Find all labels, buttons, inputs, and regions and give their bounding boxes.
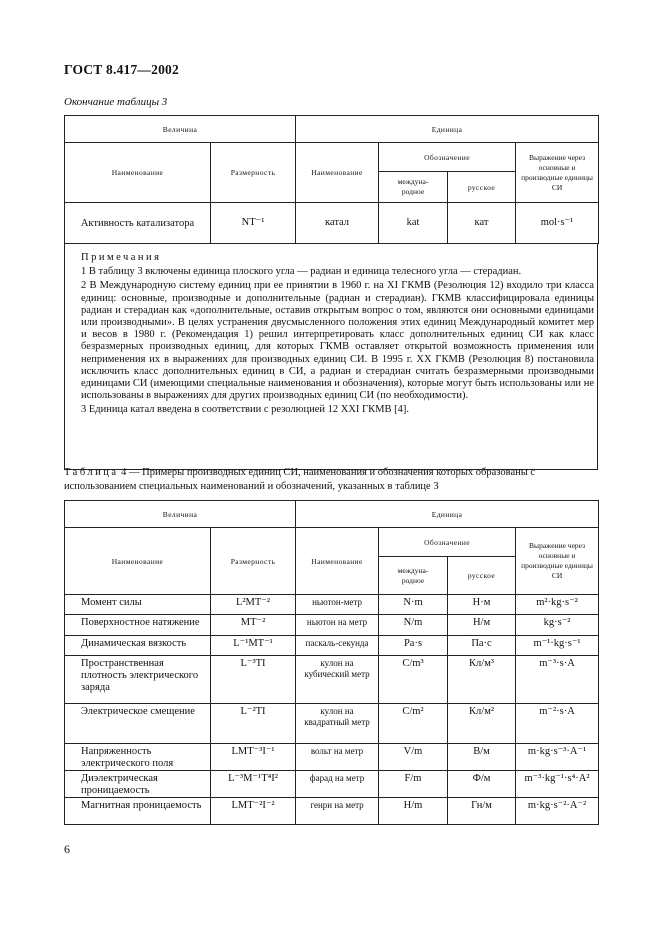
row-russian: кат <box>448 203 516 244</box>
table-row <box>65 615 599 636</box>
header-international: междуна- родное <box>379 557 448 595</box>
table-row <box>65 595 599 615</box>
row-dimension: NT⁻¹ <box>211 203 296 244</box>
header-dimension: Размерность <box>211 528 296 595</box>
table-row <box>65 744 599 771</box>
row-dimension: L⁻²TI <box>211 704 296 744</box>
row-international: N·m <box>379 595 448 615</box>
row-name: Поверхностное натяжение <box>65 615 211 636</box>
row-dimension: L²MT⁻² <box>211 595 296 615</box>
row-international: C/m³ <box>379 656 448 704</box>
row-dimension: LMT⁻²I⁻² <box>211 798 296 825</box>
table-row <box>65 636 599 656</box>
header-designation: Обозначение <box>379 528 516 557</box>
row-name: Напряженность электрического поля <box>65 744 211 771</box>
row-russian: Ф/м <box>448 771 516 798</box>
row-international: Pa·s <box>379 636 448 656</box>
row-russian: Кл/м² <box>448 704 516 744</box>
row-name: Магнитная проницаемость <box>65 798 211 825</box>
row-unit-name: ньютон на метр <box>296 615 379 636</box>
row-russian: Н·м <box>448 595 516 615</box>
row-name: Диэлектрическая проницаемость <box>65 771 211 798</box>
row-unit-name: ньютон-метр <box>296 595 379 615</box>
header-international: междуна- родное <box>379 172 448 203</box>
row-international: C/m² <box>379 704 448 744</box>
header-designation: Обозначение <box>379 143 516 172</box>
header-quantity: Величина <box>65 116 296 143</box>
row-dimension: LMT⁻³I⁻¹ <box>211 744 296 771</box>
row-international: F/m <box>379 771 448 798</box>
row-international: H/m <box>379 798 448 825</box>
header-unit: Единица <box>296 501 599 528</box>
row-dimension: L⁻¹MT⁻¹ <box>211 636 296 656</box>
row-unit-name: вольт на метр <box>296 744 379 771</box>
row-russian: Па·с <box>448 636 516 656</box>
row-unit-name: катал <box>296 203 379 244</box>
table4-caption-text: 4 — Примеры производных единиц СИ, наименования и обозначения которых образованы с использованием специальных наименований и обозначений, указанных в таблице 3 <box>64 467 536 492</box>
page-number: 6 <box>64 842 70 856</box>
table4-body <box>65 595 599 825</box>
header-unit-name: Наименование <box>296 143 379 203</box>
table4-caption <box>64 466 598 493</box>
row-expression: m⁻¹·kg·s⁻¹ <box>516 636 599 656</box>
row-russian: Н/м <box>448 615 516 636</box>
row-expression: mol·s⁻¹ <box>516 203 599 244</box>
header-quantity: Величина <box>65 501 296 528</box>
row-name: Динамическая вязкость <box>65 636 211 656</box>
header-name: Наименование <box>65 143 211 203</box>
row-unit-name: фарад на метр <box>296 771 379 798</box>
table3-continuation: Окончание таблицы 3 <box>64 96 168 108</box>
row-russian: Кл/м³ <box>448 656 516 704</box>
row-international: kat <box>379 203 448 244</box>
row-expression: m·kg·s⁻²·A⁻² <box>516 798 599 825</box>
row-dimension: L⁻³M⁻¹T⁴I² <box>211 771 296 798</box>
row-international: V/m <box>379 744 448 771</box>
row-name: Момент силы <box>65 595 211 615</box>
table-row <box>65 704 599 744</box>
header-unit: Единица <box>296 116 599 143</box>
row-name: Активность катализатора <box>65 203 211 244</box>
row-expression: m⁻³·kg⁻¹·s⁴·A² <box>516 771 599 798</box>
table3 <box>64 115 599 244</box>
notes-title: Примечания <box>81 252 162 263</box>
header-name: Наименование <box>65 528 211 595</box>
header-dimension: Размерность <box>211 143 296 203</box>
page-header: ГОСТ 8.417—2002 <box>64 62 179 77</box>
header-unit-name: Наименование <box>296 528 379 595</box>
header-expression: Выражение через основные и производные единицы СИ <box>516 143 599 203</box>
row-unit-name: кулон на кубический метр <box>296 656 379 704</box>
row-name: Электрическое смещение <box>65 704 211 744</box>
header-russian: русское <box>448 172 516 203</box>
table4-caption-label: Таблица <box>64 467 119 478</box>
row-expression: m⁻³·s·A <box>516 656 599 704</box>
header-expression: Выражение через основные и производные единицы СИ <box>516 528 599 595</box>
row-expression: kg·s⁻² <box>516 615 599 636</box>
row-expression: m·kg·s⁻³·A⁻¹ <box>516 744 599 771</box>
note-1: 1 В таблицу 3 включены единица плоского угла — радиан и единица телесного угла — стерадиан. <box>81 266 522 278</box>
row-unit-name: генри на метр <box>296 798 379 825</box>
table3-notes <box>64 244 598 470</box>
row-international: N/m <box>379 615 448 636</box>
row-dimension: MT⁻² <box>211 615 296 636</box>
row-dimension: L⁻³TI <box>211 656 296 704</box>
row-unit-name: кулон на квадратный метр <box>296 704 379 744</box>
row-unit-name: паскаль-секунда <box>296 636 379 656</box>
row-name: Пространственная плотность электрического заряда <box>65 656 211 704</box>
row-russian: Гн/м <box>448 798 516 825</box>
row-expression: m⁻²·s·A <box>516 704 599 744</box>
note-3: 3 Единица катал введена в соответствии с резолюцией 12 XXI ГКМВ [4]. <box>81 404 409 416</box>
row-russian: В/м <box>448 744 516 771</box>
row-expression: m²·kg·s⁻² <box>516 595 599 615</box>
note-2: 2 В Международную систему единиц при ее принятии в 1960 г. на XI ГКМВ (Резолюция 12) входило три класса единиц: основные, производные и дополнительные (радиан и стерадиан). ГКМВ классифицировала единицы радиан и стерадиан как «дополнительные, оставив открытым вопрос о том, являются они основными единицами или производными». В целях устранения двусмысленного положения этих единиц Международный комитет мер и весов в 1980 г. (Рекомендация 1) решил интерпретировать класс дополнительных единиц СИ как класс безразмерных производных единиц, для которых ГКМВ оставляет открытой возможность применения или неприменения их в выражениях для производных единиц СИ. В 1995 г. XX ГКМВ (Резолюция 8) постановила исключить класс дополнительных единиц в СИ, а радиан и стерадиан считать безразмерными производными единицами СИ (имеющими специальные наименования и обозначения), которые могут быть использованы или не использованы в выражениях для других производных единиц СИ (по необходимости). <box>81 280 594 402</box>
table-row <box>65 771 599 798</box>
table-row <box>65 656 599 704</box>
table4 <box>64 500 599 825</box>
header-russian: русское <box>448 557 516 595</box>
table-row <box>65 798 599 825</box>
